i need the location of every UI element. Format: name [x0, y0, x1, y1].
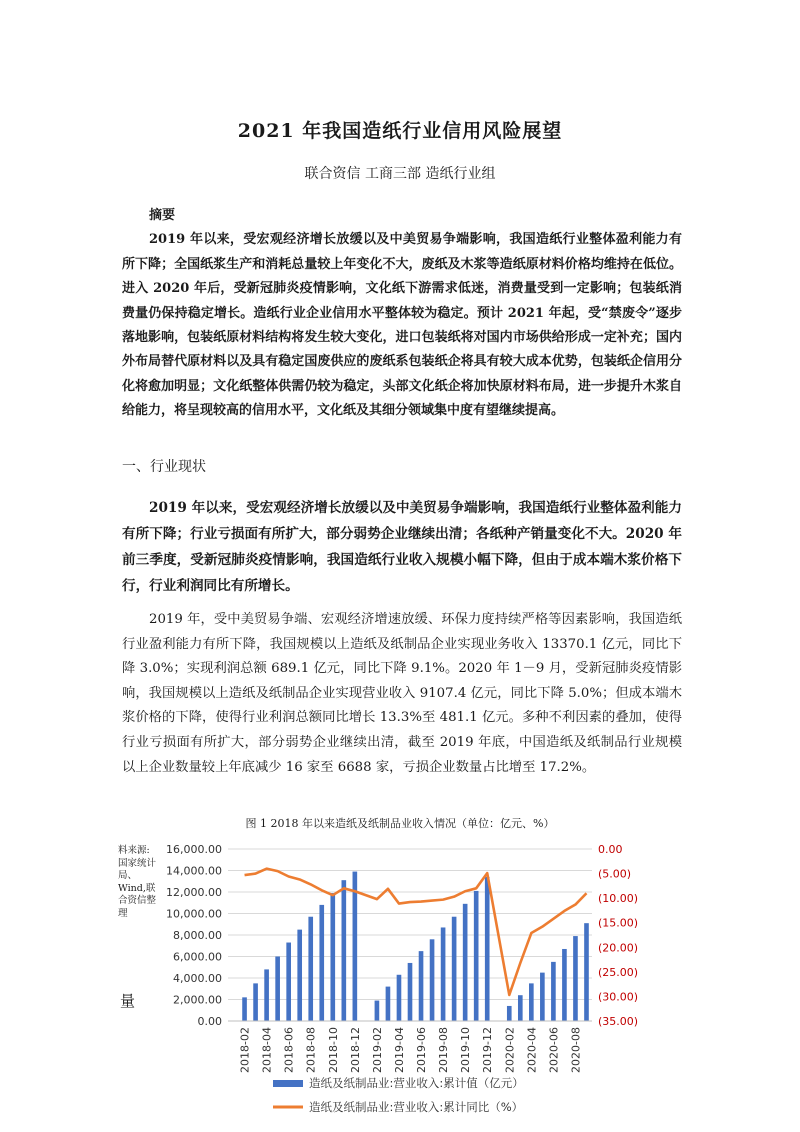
- revenue-bar: [540, 973, 545, 1021]
- revenue-bar: [275, 957, 280, 1022]
- left-tick-label: 2,000.00: [173, 993, 222, 1007]
- left-tick-label: 16,000.00: [166, 843, 222, 856]
- x-tick-label: 2019-02: [370, 1027, 384, 1073]
- revenue-bar: [419, 951, 424, 1021]
- left-tick-label: 14,000.00: [166, 864, 222, 878]
- revenue-bar: [551, 962, 556, 1021]
- x-tick-label: 2018-04: [260, 1027, 274, 1073]
- revenue-bar: [264, 969, 269, 1021]
- revenue-bar: [507, 1006, 512, 1021]
- revenue-bar: [242, 997, 247, 1021]
- left-tick-label: 8,000.00: [173, 929, 222, 942]
- revenue-bar: [441, 927, 446, 1021]
- left-tick-label: 6,000.00: [173, 950, 222, 964]
- revenue-bar: [518, 995, 523, 1021]
- legend-line-label: 造纸及纸制品业:营业收入:累计同比（%）: [309, 1100, 524, 1114]
- revenue-bar: [386, 987, 391, 1021]
- revenue-bar: [319, 905, 324, 1021]
- revenue-bar: [353, 872, 358, 1021]
- x-tick-label: 2018-02: [238, 1027, 252, 1073]
- revenue-bar: [529, 983, 534, 1021]
- author-line: 联合资信 工商三部 造纸行业组: [304, 166, 496, 182]
- x-tick-label: 2020-06: [547, 1027, 561, 1073]
- page-title: 2021 年我国造纸行业信用风险展望: [237, 120, 563, 142]
- revenue-bar: [452, 917, 457, 1021]
- right-tick-label: (5.00): [598, 867, 632, 881]
- right-tick-label: (35.00): [598, 1015, 639, 1028]
- revenue-bar: [397, 975, 402, 1021]
- abstract-body: 2019 年以来，受宏观经济增长放缓以及中美贸易争端影响，我国造纸行业整体盈利能力有所下降；全国纸浆生产和消耗总量较上年变化不大，废纸及木浆等造纸原材料价格均维持在低位。进入 2020 年后，受新冠肺炎疫情影响，文化纸下游需求低迷，消费量受到一定影响；包装纸消费量仍保持稳定增长。造纸行业企业信用水平整体较为稳定。预计 2021 年起，受“禁废令”逐步落地影响，包装纸原材料结构将发生较大变化，进口包装纸将对国内市场供给形成一定补充；国内外布局替代原材料以及具有稳定国废供应的废纸系包装纸企将具有较大成本优势，包装纸企信用分化将愈加明显；文化纸整体供需仍较为稳定，头部文化纸企将加快原材料布局，进一步提升木浆自给能力，将呈现较高的信用水平，文化纸及其细分领域集中度有望继续提高。: [122, 232, 682, 419]
- revenue-bar: [308, 917, 313, 1021]
- x-tick-label: 2019-06: [415, 1027, 429, 1073]
- yoy-growth-line: [245, 869, 587, 995]
- x-tick-label: 2019-08: [437, 1027, 451, 1073]
- x-tick-label: 2018-12: [348, 1027, 362, 1073]
- x-tick-label: 2020-08: [569, 1027, 583, 1073]
- x-tick-label: 2020-02: [503, 1027, 517, 1073]
- revenue-bar: [474, 891, 479, 1021]
- x-tick-label: 2019-10: [459, 1027, 473, 1073]
- revenue-bar: [485, 877, 490, 1021]
- revenue-bar: [342, 880, 347, 1021]
- right-tick-label: (20.00): [598, 941, 639, 955]
- stray-character: 量: [120, 992, 136, 1010]
- revenue-bar: [253, 983, 258, 1021]
- right-tick-label: (15.00): [598, 916, 639, 930]
- revenue-bar: [297, 930, 302, 1021]
- left-tick-label: 4,000.00: [173, 972, 222, 985]
- right-tick-label: (10.00): [598, 892, 639, 906]
- abstract: [122, 204, 682, 424]
- left-tick-label: 10,000.00: [166, 907, 222, 921]
- x-tick-label: 2018-06: [282, 1027, 296, 1073]
- revenue-bar: [573, 936, 578, 1021]
- section-body-paragraph: 2019 年，受中美贸易争端、宏观经济增速放缓、环保力度持续严格等因素影响，我国造纸行业盈利能力有所下降，我国规模以上造纸及纸制品企业实现业务收入 13370.1 亿元，同比下降 3.0%；实现利润总额 689.1 亿元，同比下降 9.1%。2020 年 1－9 月，受新冠肺炎疫情影响，我国规模以上造纸及纸制品企业实现营业收入 9107.4 亿元，同比下降 5.0%；但成本端木浆价格的下降，使得行业利润总额同比增长 13.3%至 481.1 亿元。多种不利因素的叠加，使得行业亏损面有所扩大，部分弱势企业继续出清，截至 2019 年底，中国造纸及纸制品行业规模以上企业数量较上年底减少 16 家至 6688 家，亏损企业数量占比增至 17.2%。: [122, 612, 682, 775]
- revenue-bar: [375, 1001, 380, 1021]
- abstract-heading: 摘要: [149, 208, 176, 223]
- figure-caption: 图 1 2018 年以来造纸及纸制品业收入情况（单位：亿元、%）: [245, 817, 555, 830]
- left-tick-label: 12,000.00: [166, 886, 222, 899]
- left-tick-label: 0.00: [197, 1015, 222, 1028]
- right-tick-label: (30.00): [598, 990, 639, 1004]
- revenue-bar: [463, 904, 468, 1021]
- x-tick-label: 2020-04: [525, 1027, 539, 1073]
- revenue-bar: [408, 963, 413, 1021]
- revenue-bar: [584, 923, 589, 1021]
- legend-bar-swatch: [273, 1080, 303, 1087]
- x-tick-label: 2019-04: [392, 1027, 406, 1073]
- revenue-bar: [286, 943, 291, 1021]
- legend-bar-label: 造纸及纸制品业:营业收入:累计值（亿元）: [309, 1076, 524, 1090]
- revenue-bar: [430, 939, 435, 1021]
- x-tick-label: 2019-12: [481, 1027, 495, 1073]
- right-tick-label: (25.00): [598, 965, 639, 979]
- right-tick-label: 0.00: [598, 843, 623, 856]
- revenue-bar: [330, 893, 335, 1021]
- revenue-bar: [562, 949, 567, 1021]
- x-tick-label: 2018-08: [304, 1027, 318, 1073]
- revenue-chart: [160, 832, 660, 1132]
- source-note: 料来源:国家统计局、Wind,联合资信整理: [118, 845, 157, 919]
- section-summary-paragraph: 2019 年以来，受宏观经济增长放缓以及中美贸易争端影响，我国造纸行业整体盈利能力有所下降；行业亏损面有所扩大，部分弱势企业继续出清；各纸种产销量变化不大。2020 年前三季度，受新冠肺炎疫情影响，我国造纸行业收入规模小幅下降，但由于成本端木浆价格下行，行业利润同比有所增长。: [122, 500, 682, 594]
- section-heading: 一、行业现状: [122, 459, 206, 475]
- x-tick-label: 2018-10: [326, 1027, 340, 1073]
